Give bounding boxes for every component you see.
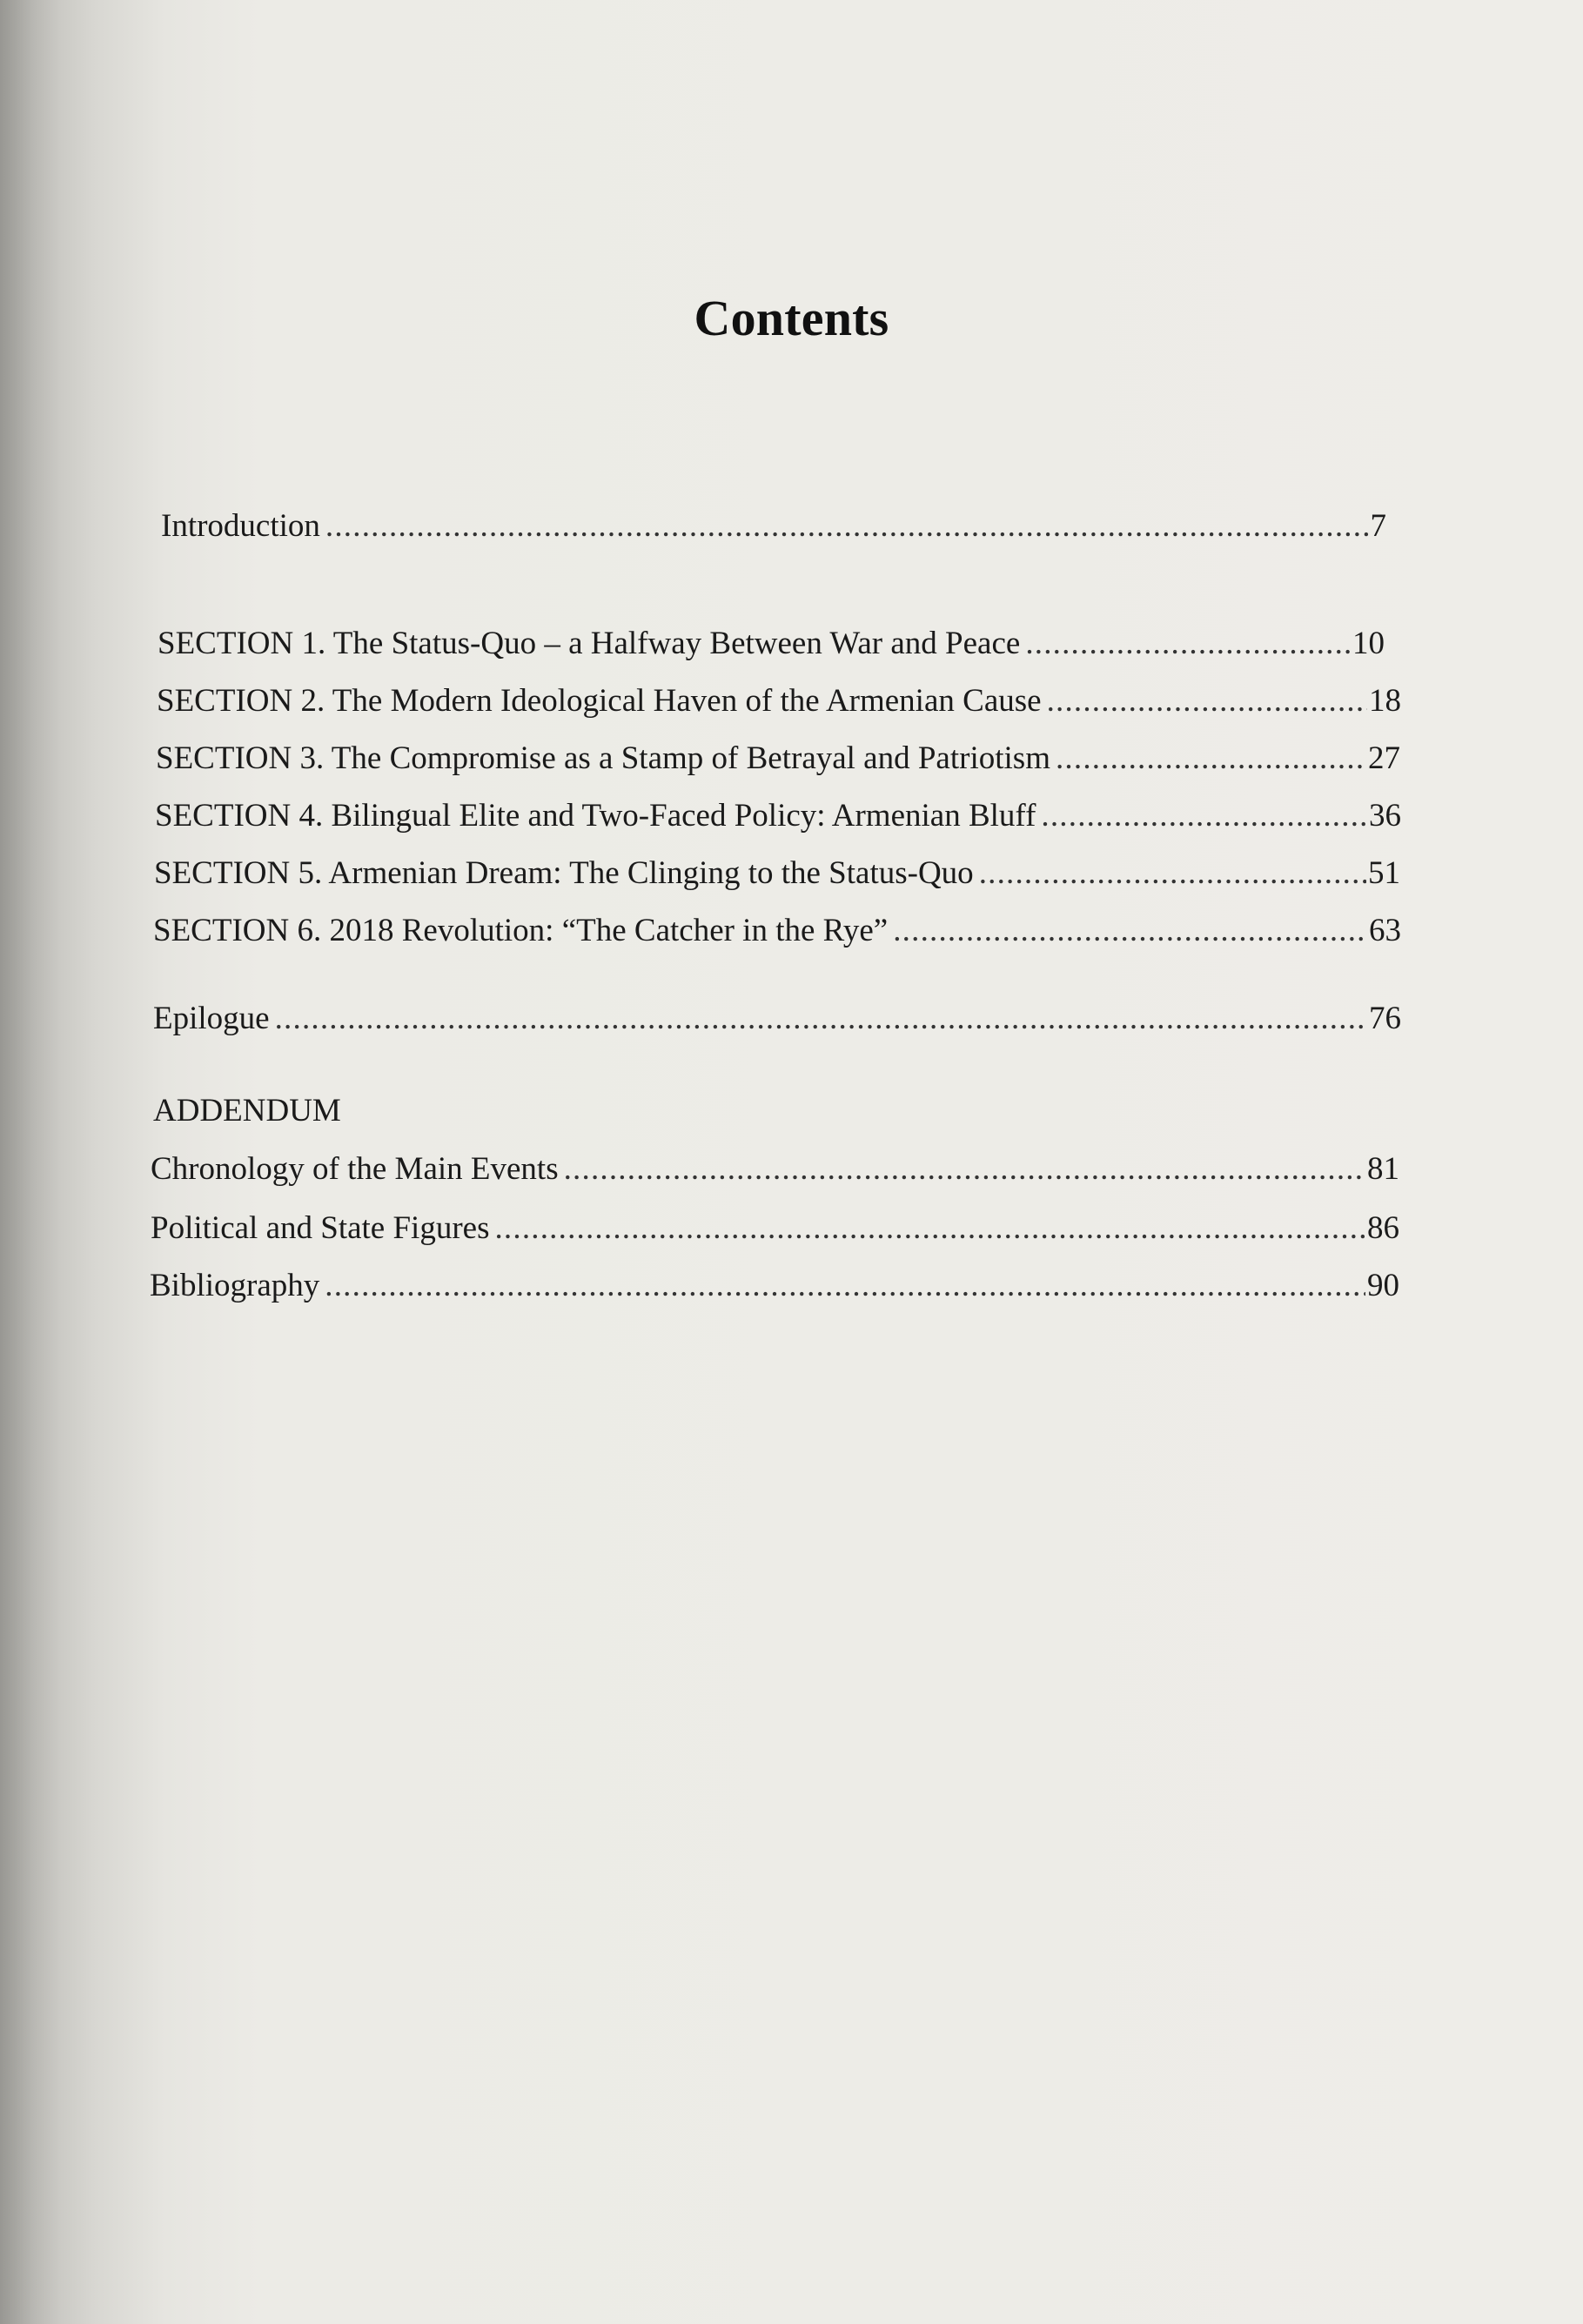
toc-entry-section-4 xyxy=(155,797,1401,841)
toc-entry-page-number: 86 xyxy=(1367,1210,1399,1246)
page-title: Contents xyxy=(694,290,889,346)
dot-leader xyxy=(979,854,1366,892)
dot-leader xyxy=(325,1267,1365,1304)
toc-entry-section-2 xyxy=(157,682,1401,726)
toc-entry-label: SECTION 6. 2018 Revolution: “The Catcher in the Rye” xyxy=(153,913,889,948)
dot-leader xyxy=(325,507,1369,545)
toc-entry-label: SECTION 5. Armenian Dream: The Clinging to the Status-Quo xyxy=(154,855,974,891)
dot-leader xyxy=(275,1000,1367,1037)
dot-leader xyxy=(893,912,1367,949)
toc-entry-page-number: 81 xyxy=(1367,1151,1399,1187)
toc-entry-page-number: 27 xyxy=(1368,740,1400,776)
toc-entry-section-6 xyxy=(153,912,1401,955)
toc-entry-page-number: 18 xyxy=(1369,683,1401,719)
toc-entry-label: Epilogue xyxy=(153,1001,270,1036)
toc-entry-page-number: 51 xyxy=(1368,855,1400,891)
toc-entry-political-figures xyxy=(151,1209,1399,1253)
toc-entry-page-number: 76 xyxy=(1369,1001,1401,1036)
toc-entry-section-3 xyxy=(156,740,1400,783)
toc-entry-page-number: 7 xyxy=(1370,508,1386,544)
toc-entry-label: Political and State Figures xyxy=(151,1210,490,1246)
dot-leader xyxy=(1025,625,1351,662)
toc-entry-chronology xyxy=(151,1150,1399,1194)
dot-leader xyxy=(1041,797,1367,834)
addendum-heading: ADDENDUM xyxy=(153,1093,341,1129)
toc-entry-label: Bibliography xyxy=(150,1268,320,1303)
toc-entry-section-1 xyxy=(158,625,1385,668)
dot-leader xyxy=(564,1150,1365,1188)
toc-entry-page-number: 36 xyxy=(1369,798,1401,834)
toc-entry-label: Chronology of the Main Events xyxy=(151,1151,559,1187)
toc-entry-label: Introduction xyxy=(161,508,320,544)
toc-entry-label: SECTION 4. Bilingual Elite and Two-Faced Policy: Armenian Bluff xyxy=(155,798,1036,834)
dot-leader xyxy=(1056,740,1366,777)
toc-entry-section-5 xyxy=(154,854,1400,898)
toc-entry-label: SECTION 1. The Status-Quo – a Halfway Between War and Peace xyxy=(158,626,1021,661)
toc-entry-label: SECTION 2. The Modern Ideological Haven of the Armenian Cause xyxy=(157,683,1042,719)
toc-entry-epilogue xyxy=(153,1000,1401,1043)
gutter-shadow xyxy=(0,0,61,2324)
toc-entry-page-number: 10 xyxy=(1352,626,1385,661)
toc-entry-bibliography xyxy=(150,1267,1399,1310)
toc-entry-page-number: 63 xyxy=(1369,913,1401,948)
dot-leader xyxy=(1047,682,1367,720)
toc-entry-introduction xyxy=(161,507,1386,551)
toc-entry-label: SECTION 3. The Compromise as a Stamp of Betrayal and Patriotism xyxy=(156,740,1050,776)
toc-entry-page-number: 90 xyxy=(1367,1268,1399,1303)
dot-leader xyxy=(494,1209,1365,1247)
